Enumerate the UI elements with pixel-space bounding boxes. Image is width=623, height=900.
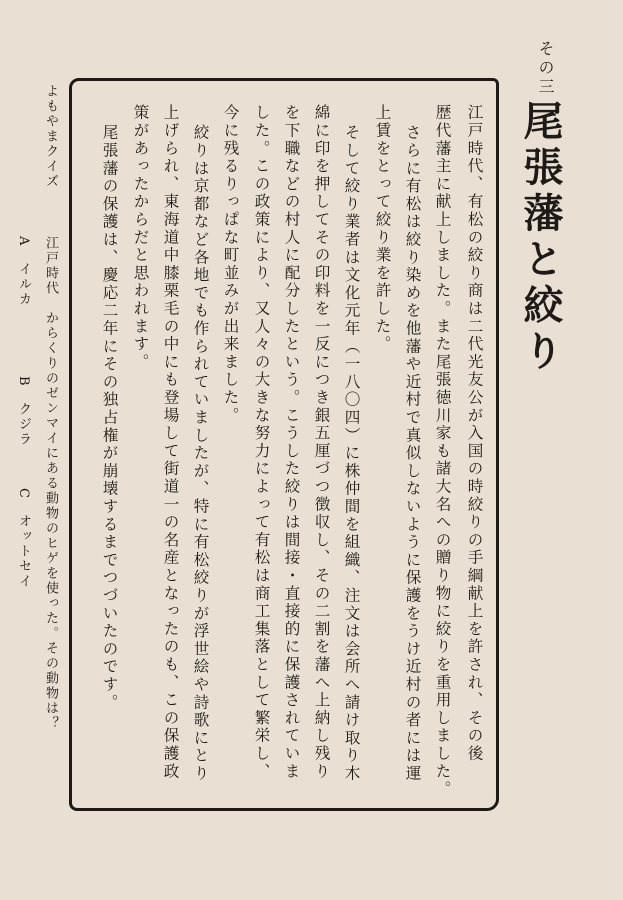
quiz-label: よもやまクイズ — [43, 84, 58, 189]
body-column: 歴代藩主に献上しました。また尾張徳川家も諸大名への贈り物に絞りを重用しました。 — [433, 104, 452, 799]
body-column: 上げられ、東海道中膝栗毛の中にも登場して街道一の名産となったのも、この保護政 — [161, 104, 180, 781]
body-column: 今に残るりっぱな町並みが出来ました。 — [221, 104, 240, 425]
page-title: 尾張藩と絞り — [517, 100, 564, 376]
quiz-option-text: オットセイ — [16, 514, 31, 589]
body-column: を下職などの村人に配分したという。こうした絞りは間接・直接的に保護されていま — [282, 104, 301, 781]
body-column: 綿に印を押してその印料を一反につき銀五厘づつ徴収し、その二割を藩へ上納し残り — [312, 104, 331, 781]
body-column: 上賃をとって絞り業を許した。 — [373, 104, 392, 354]
body-column: 策があったからだと思われます。 — [131, 104, 150, 371]
body-column: した。この政策により、又人々の大きな努力によって有松は商工集落として繁栄し、 — [252, 104, 271, 781]
quiz-option-letter: C — [16, 488, 31, 500]
quiz-option-text: イルカ — [16, 262, 31, 307]
quiz-question: 江戸時代 からくりのゼンマイにある動物のヒゲを使った。その動物は？ — [43, 236, 58, 731]
body-column: さらに有松は絞り染めを他藩や近村で真似しないように保護をうけ近村の者には運 — [403, 124, 422, 783]
body-column: 尾張藩の保護は、慶応二年にその独占権が崩壊するまでつづいたのです。 — [100, 124, 119, 712]
quiz-option-letter: B — [16, 376, 31, 388]
body-column: 絞りは京都など各地でも作られていましたが、特に有松絞りが浮世絵や詩歌にとり — [191, 124, 210, 783]
body-column: そして絞り業者は文化元年（一八〇四）に株仲間を組織、注文は会所へ請け取り木 — [342, 124, 361, 783]
quiz-option-text: クジラ — [16, 402, 31, 447]
quiz-option-letter: A — [16, 236, 31, 248]
body-column: 江戸時代、有松の絞り商は二代光友公が入国の時絞りの手綱献上を許され、その後 — [465, 104, 484, 763]
section-label: その三 — [536, 40, 555, 97]
